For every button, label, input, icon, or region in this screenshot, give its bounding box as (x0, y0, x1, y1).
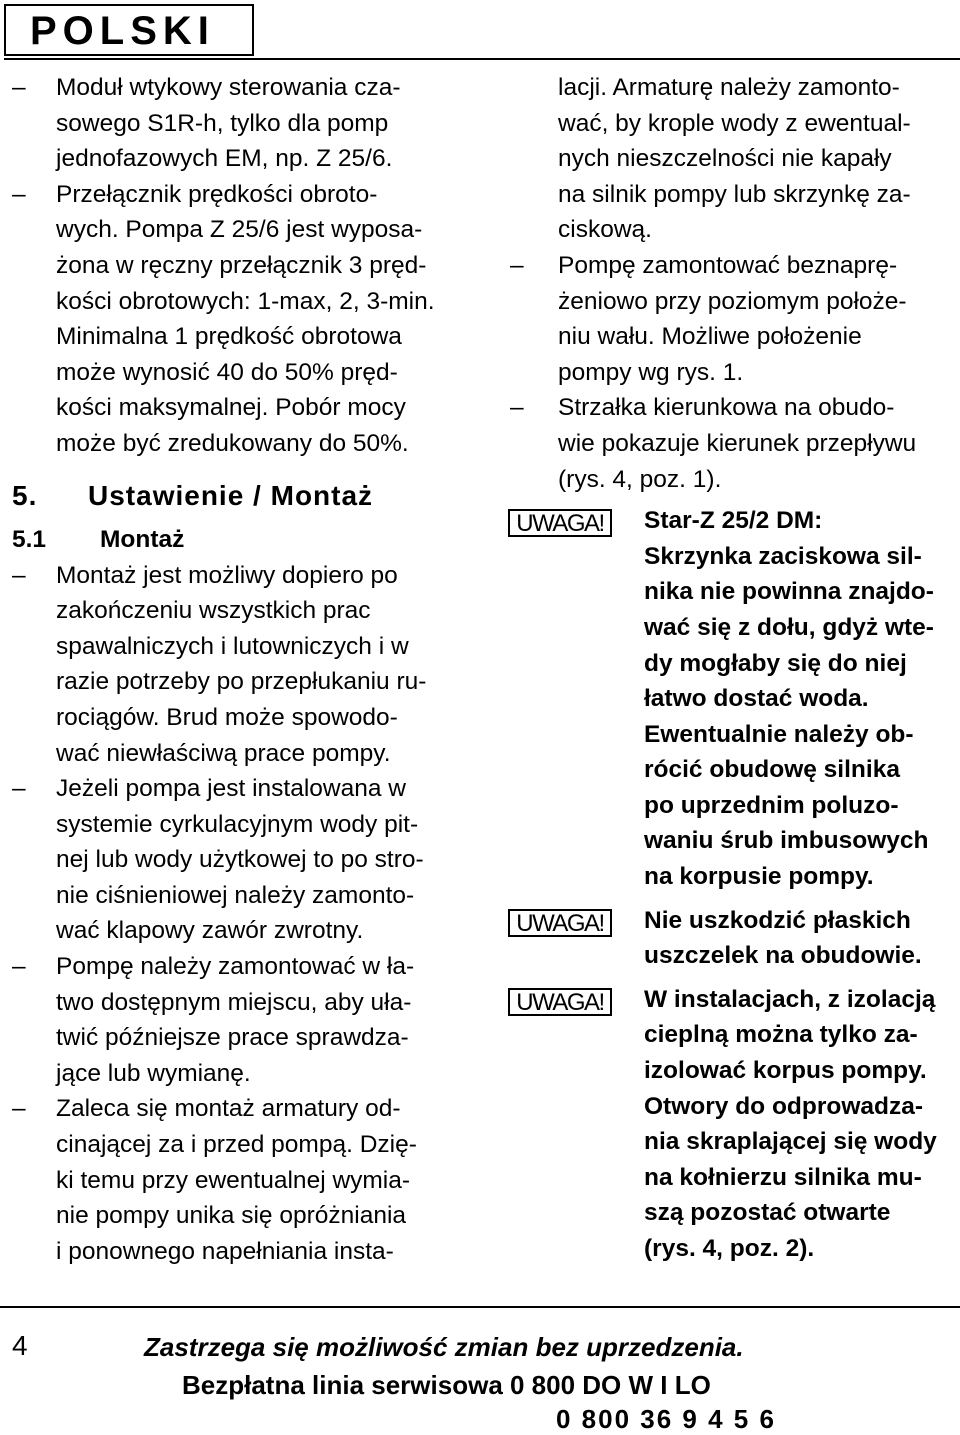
footer-rule (0, 1306, 960, 1308)
left-column (0, 70, 470, 1269)
text-line (0, 1127, 470, 1163)
line-text: wać niewłaściwą prace pompy. (56, 739, 391, 767)
text-line (500, 462, 960, 498)
section-number: 5. (12, 479, 38, 511)
line-text: wać klapowy zawór zwrotny. (56, 917, 364, 945)
text-line: Ewentualnie należy ob- (644, 720, 914, 748)
line-text: i ponownego napełniania insta- (56, 1237, 394, 1265)
section-heading (0, 478, 470, 514)
warning-block (500, 903, 960, 974)
text-line (500, 106, 960, 142)
line-text: żona w ręczny przełącznik 3 pręd- (56, 251, 427, 279)
line-text: nie pompy unika się opróżniania (56, 1202, 407, 1230)
list-item (0, 1091, 470, 1269)
text-line: cieplną można tylko za- (644, 1021, 918, 1049)
text-line (0, 664, 470, 700)
line-text: Przełącznik prędkości obroto- (56, 180, 378, 208)
line-text: rociągów. Brud może spowodo- (56, 703, 398, 731)
line-text: kości obrotowych: 1-max, 2, 3-min. (56, 287, 435, 315)
text-line: rócić obudowę silnika (644, 756, 900, 784)
text-line (0, 106, 470, 142)
text-line (0, 248, 470, 284)
text-line (500, 319, 960, 355)
footer-disclaimer: Zastrzega się możliwość zmian bez uprzedzenia. (144, 1332, 744, 1362)
text-line: dy mogłaby się do niej (644, 649, 907, 677)
text-line: łatwo dostać woda. (644, 685, 869, 713)
language-title: POLSKI (30, 9, 215, 53)
line-text: nie ciśnieniowej należy zamonto- (56, 881, 415, 909)
list-item (500, 390, 960, 497)
text-line (500, 177, 960, 213)
line-text: cinającej za i przed pompą. Dzię- (56, 1131, 417, 1159)
line-text: Minimalna 1 prędkość obrotowa (56, 323, 402, 351)
line-text: ciskową. (558, 216, 652, 244)
text-line (0, 70, 470, 106)
dash-bullet: – (12, 1095, 26, 1123)
line-text: spawalniczych i lutowniczych i w (56, 632, 409, 660)
text-line (0, 629, 470, 665)
text-line (0, 736, 470, 772)
line-text: żeniowo przy poziomym położe- (558, 287, 907, 315)
text-line: wać się z dołu, gdyż wte- (644, 613, 934, 641)
list-item (0, 949, 470, 1091)
line-text: może być zredukowany do 50%. (56, 429, 409, 457)
warning-text (500, 503, 960, 895)
text-line: uszczelek na obudowie. (644, 942, 922, 970)
line-text: two dostępnym miejscu, aby uła- (56, 988, 412, 1016)
line-text: kości maksymalnej. Pobór mocy (56, 394, 406, 422)
text-line (0, 771, 470, 807)
subsection-title: Montaż (100, 525, 185, 553)
line-text: wie pokazuje kierunek przepływu (558, 429, 917, 457)
line-text: lacji. Armaturę należy zamonto- (558, 74, 900, 101)
dash-bullet: – (12, 74, 26, 101)
dash-bullet: – (510, 394, 524, 422)
text-line (500, 248, 960, 284)
text-line: Nie uszkodzić płaskich (644, 906, 911, 934)
text-line: Skrzynka zaciskowa sil- (644, 542, 922, 570)
line-text: nej lub wody użytkowej to po stro- (56, 846, 424, 874)
line-text: Montaż jest możliwy dopiero po (56, 561, 398, 589)
text-line: (rys. 4, poz. 2). (644, 1235, 815, 1262)
header-rule (4, 58, 960, 60)
text-line: szą pozostać otwarte (644, 1199, 891, 1227)
text-line (0, 1163, 470, 1199)
line-text: sowego S1R-h, tylko dla pomp (56, 109, 389, 137)
text-line (0, 1234, 470, 1270)
text-line (500, 212, 960, 248)
section-title: Ustawienie / Montaż (88, 479, 374, 511)
text-line: nia skraplającej się wody (644, 1128, 937, 1156)
text-line (0, 284, 470, 320)
list-item (0, 70, 470, 177)
text-line: na kołnierzu silnika mu- (644, 1163, 922, 1191)
list-item (500, 248, 960, 390)
text-line: W instalacjach, z izolacją (644, 985, 936, 1013)
line-text: systemie cyrkulacyjnym wody pit- (56, 810, 419, 838)
line-text: Pompę zamontować beznaprę- (558, 251, 898, 279)
line-text: niu wału. Możliwe położenie (558, 323, 862, 351)
warning-badge: UWAGA! (508, 988, 612, 1016)
text-line (0, 700, 470, 736)
text-line (0, 807, 470, 843)
text-line (0, 842, 470, 878)
text-line (0, 212, 470, 248)
line-text: Strzałka kierunkowa na obudo- (558, 394, 895, 422)
text-line (0, 949, 470, 985)
text-line (0, 177, 470, 213)
text-line: Otwory do odprowadza- (644, 1092, 924, 1120)
line-text: jednofazowych EM, np. Z 25/6. (56, 145, 393, 173)
text-line (0, 1198, 470, 1234)
dash-bullet: – (12, 561, 26, 589)
footer-service-number: 0 800 36 9 4 5 6 (556, 1404, 776, 1434)
footer-service-line: Bezpłatna linia serwisowa 0 800 DO W I LO (182, 1370, 711, 1400)
text-line (500, 426, 960, 462)
text-line: po uprzednim poluzo- (644, 791, 899, 819)
text-line (0, 1020, 470, 1056)
line-text: Pompę należy zamontować w ła- (56, 953, 415, 981)
text-line (500, 284, 960, 320)
language-header (4, 4, 254, 56)
text-line (0, 558, 470, 594)
text-line (0, 985, 470, 1021)
subsection-number: 5.1 (12, 525, 47, 553)
text-line (0, 1056, 470, 1092)
list-item (0, 558, 470, 772)
text-line (500, 141, 960, 177)
line-text: pompy wg rys. 1. (558, 358, 744, 386)
line-text: jące lub wymianę. (56, 1059, 251, 1087)
line-text: wać, by krople wody z ewentual- (558, 109, 911, 137)
warning-block (500, 982, 960, 1267)
list-item (0, 771, 470, 949)
line-text: zakończeniu wszystkich prac (56, 597, 371, 625)
right-column (500, 70, 960, 1267)
text-line (0, 913, 470, 949)
dash-bullet: – (12, 775, 26, 803)
warning-text (500, 982, 960, 1267)
text-line (0, 426, 470, 462)
line-text: twić późniejsze prace sprawdza- (56, 1024, 409, 1052)
line-text: ki temu przy ewentualnej wymia- (56, 1166, 411, 1194)
line-text: może wynosić 40 do 50% pręd- (56, 358, 398, 386)
line-text: Jeżeli pompa jest instalowana w (56, 775, 406, 803)
warning-badge: UWAGA! (508, 509, 612, 537)
text-line: izolować korpus pompy. (644, 1057, 927, 1085)
text-line (500, 355, 960, 391)
line-text: nych nieszczelności nie kapały (558, 145, 892, 173)
line-text: razie potrzeby po przepłukaniu ru- (56, 668, 427, 696)
dash-bullet: – (12, 180, 26, 208)
warning-block (500, 503, 960, 895)
list-item (0, 177, 470, 462)
line-text: wych. Pompa Z 25/6 jest wyposa- (56, 216, 423, 244)
line-text: Zaleca się montaż armatury od- (56, 1095, 401, 1123)
text-line (0, 319, 470, 355)
text-line (0, 355, 470, 391)
subsection-heading (0, 522, 470, 558)
text-line: na korpusie pompy. (644, 863, 874, 891)
line-text: Moduł wtykowy sterowania cza- (56, 74, 401, 101)
text-line (500, 390, 960, 426)
warning-badge: UWAGA! (508, 909, 612, 937)
text-line: nika nie powinna znajdo- (644, 578, 934, 606)
text-line (500, 70, 960, 106)
text-line: waniu śrub imbusowych (644, 827, 929, 855)
text-line (0, 390, 470, 426)
text-line (0, 141, 470, 177)
dash-bullet: – (510, 251, 524, 279)
dash-bullet: – (12, 953, 26, 981)
text-line (0, 878, 470, 914)
text-line (0, 593, 470, 629)
page-number: 4 (12, 1330, 28, 1361)
line-text: na silnik pompy lub skrzynkę za- (558, 180, 911, 208)
text-line: Star-Z 25/2 DM: (644, 507, 823, 535)
text-line (0, 1091, 470, 1127)
line-text: (rys. 4, poz. 1). (558, 465, 722, 493)
